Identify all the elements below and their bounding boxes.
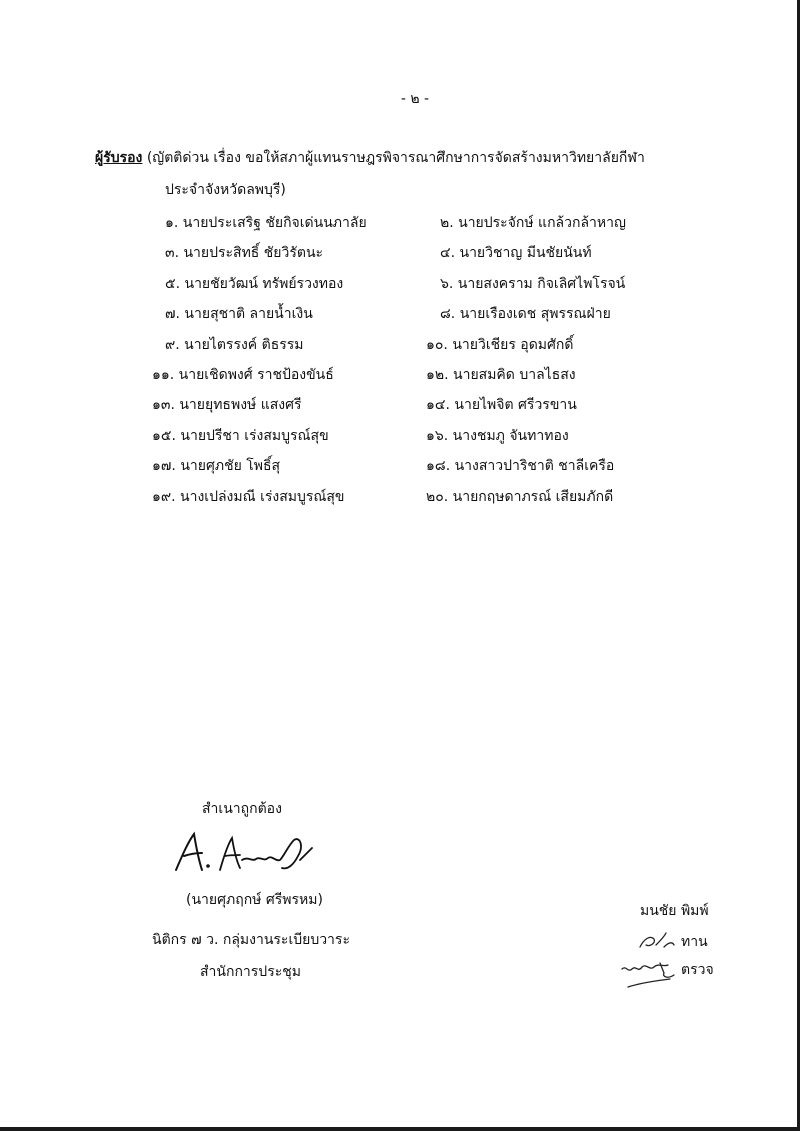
endorser-row	[0, 303, 800, 333]
checker-initials	[618, 957, 680, 993]
endorser-name: ๑. นายประเสริฐ ชัยกิจเด่นนภาลัย	[165, 215, 367, 231]
certifier-name: (นายศุภฤกษ์ ศรีพรหม)	[186, 892, 323, 908]
checked-label: ตรวจ	[681, 962, 714, 978]
endorser-name: ๑๘. นางสาวปาริชาติ ชาลีเครือ	[426, 458, 615, 475]
endorser-row	[0, 273, 800, 303]
endorser-label: ผู้รับรอง	[95, 150, 143, 166]
endorser-name: ๑๒. นายสมคิด บาลไธสง	[426, 366, 576, 383]
endorser-name: ๑๗. นายศุภชัย โพธิ์สุ	[152, 458, 281, 475]
endorser-name: ๒๐. นายกฤษดาภรณ์ เสียมภักดี	[426, 488, 614, 505]
endorser-row	[0, 364, 800, 394]
endorser-name: ๙. นายไตรรงค์ ติธรรม	[165, 336, 304, 353]
endorser-name: ๑๔. นายไพจิต ศรีวรขาน	[426, 397, 577, 414]
endorser-name: ๖. นายสงคราม กิจเลิศไพโรจน์	[440, 275, 626, 292]
certified-copy-title: สำเนาถูกต้อง	[202, 801, 282, 817]
endorser-row	[0, 455, 800, 485]
endorser-row	[0, 394, 800, 424]
endorser-row	[0, 486, 800, 516]
typist-note: มนชัย พิมพ์	[640, 903, 709, 919]
endorser-row	[0, 425, 800, 455]
page-number: - ๒ -	[400, 91, 430, 107]
endorser-row	[0, 334, 800, 364]
endorser-name: ๕. นายชัยวัฒน์ ทรัพย์รวงทอง	[165, 275, 344, 292]
proofread-label: ทาน	[681, 934, 708, 950]
endorser-name: ๗. นายสุชาติ ลายน้ำเงิน	[165, 306, 313, 323]
motion-title: (ญัตติด่วน เรื่อง ขอให้สภาผู้แทนราษฎรพิจารณาศึกษาการจัดสร้างมหาวิทยาลัยกีฬา	[146, 150, 645, 166]
endorser-name: ๘. นายเรืองเดช สุพรรณฝ่าย	[440, 306, 611, 323]
endorser-name: ๓. นายประสิทธิ์ ชัยวิรัตนะ	[165, 245, 324, 262]
endorser-row	[0, 242, 800, 272]
endorser-name: ๑๑. นายเชิดพงศ์ ราชป้องขันธ์	[152, 366, 334, 383]
certifier-office: สำนักการประชุม	[200, 964, 301, 980]
endorser-name: ๑๐. นายวิเชียร อุดมศักดิ์	[426, 336, 574, 353]
motion-title-continued: ประจำจังหวัดลพบุรี)	[165, 182, 286, 198]
proofreading-marks	[618, 927, 758, 997]
endorser-name: ๑๕. นายปรีชา เร่งสมบูรณ์สุข	[152, 427, 329, 444]
endorser-name: ๒. นายประจักษ์ แกล้วกล้าหาญ	[440, 215, 626, 231]
endorsement-header	[95, 142, 735, 206]
header-line-1	[95, 142, 735, 174]
page-border-bottom	[0, 1127, 800, 1131]
handwritten-signature	[170, 826, 320, 881]
certifier-position: นิติกร ๗ ว. กลุ่มงานระเบียบวาระ	[152, 932, 350, 948]
endorser-name: ๑๙. นางเปล่งมณี เร่งสมบูรณ์สุข	[152, 488, 345, 505]
endorser-name: ๔. นายวิชาญ มีนชัยนันท์	[440, 245, 592, 262]
proofreader-initials	[636, 929, 678, 953]
endorser-name: ๑๖. นางชมภู จันทาทอง	[426, 427, 569, 444]
endorser-name: ๑๓. นายยุทธพงษ์ แสงศรี	[152, 397, 302, 414]
endorser-row	[0, 212, 800, 242]
endorser-list	[0, 212, 800, 516]
